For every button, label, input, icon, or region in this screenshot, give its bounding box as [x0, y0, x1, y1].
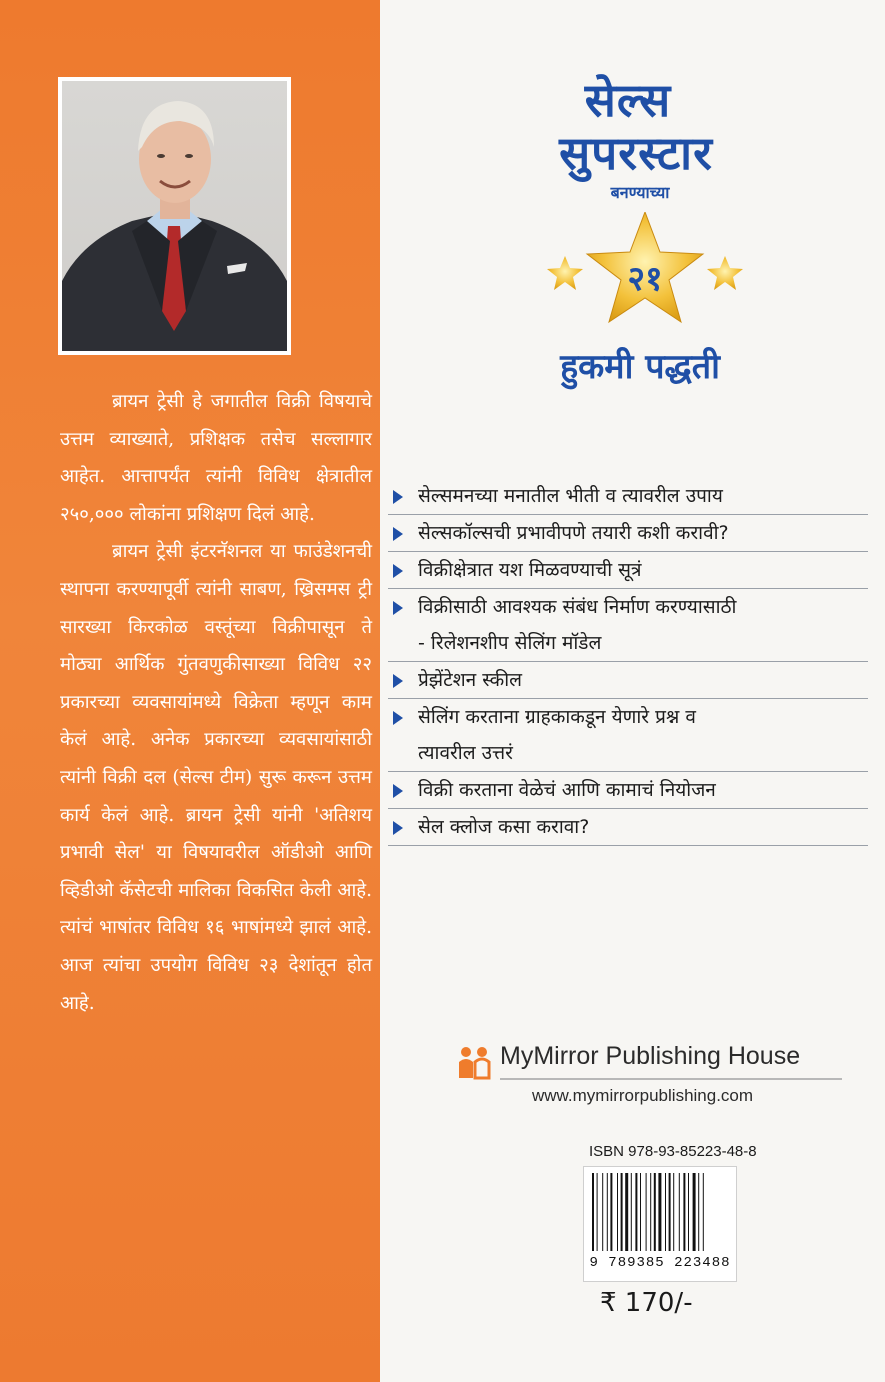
arrow-bullet-icon: [393, 674, 403, 688]
star-badge: [545, 212, 745, 330]
list-item: प्रेझेंटेशन स्कील: [388, 662, 868, 699]
arrow-bullet-icon: [393, 821, 403, 835]
barcode: [583, 1166, 737, 1282]
publisher-logo-icon: [456, 1044, 492, 1080]
list-item: विक्री करताना वेळेचं आणि कामाचं नियोजन: [388, 772, 868, 809]
author-photo-frame: [58, 77, 291, 355]
title-line-2: सुपरस्टार: [559, 126, 713, 180]
list-item: सेल्समनच्या मनातील भीती व त्यावरील उपाय: [388, 478, 868, 515]
title-small-text: बनण्याच्या: [610, 183, 670, 202]
star-number: २१: [627, 259, 663, 299]
bio-paragraph-1: ब्रायन ट्रेसी हे जगातील विक्री विषयाचे उत्तम व्याख्याते, प्रशिक्षक तसेच सल्लागार आहेत. आत्तापर्यंत त्यांनी विविध क्षेत्रातील २५०,००० लोकांना प्रशिक्षण दिलं आहे.: [60, 391, 372, 525]
author-photo: [62, 81, 287, 351]
publisher-name: MyMirror Publishing House: [500, 1042, 801, 1070]
list-item: सेल्सकॉल्सची प्रभावीपणे तयारी कशी करावी?: [388, 515, 868, 552]
bio-paragraph-2: ब्रायन ट्रेसी इंटरनॅशनल या फाउंडेशनची स्थापना करण्यापूर्वी त्यांनी साबण, ख्रिसमस ट्री सारख्या किरकोळ वस्तूंच्या विक्रीपासून ते मोठ्या आर्थिक गुंतवणुकीसाख्या विविध २२ प्रकारच्या व्यवसायांमध्ये विक्रेता म्हणून काम केलं आहे. अनेक प्रकारच्या व्यवसायांसाठी त्यांनी विक्री दल (सेल्स टीम) सुरू करून उत्तम कार्य केलं आहे. ब्रायन ट्रेसी यांनी 'अतिशय प्रभावी सेल' या विषयावरील ऑडीओ आणि व्हिडीओ कॅसेटची मालिका विकसित केली आहे. त्यांचं भाषांतर विविध १६ भाषांमध्ये झालं आहे. आज त्यांचा उपयोग विविध २३ देशांतून होत आहे.: [60, 541, 372, 1014]
arrow-bullet-icon: [393, 564, 403, 578]
publisher-website: www.mymirrorpublishing.com: [532, 1086, 754, 1105]
publisher-block: [456, 1040, 856, 1120]
arrow-bullet-icon: [393, 601, 403, 615]
title-line-3: हुकमी पद्धती: [560, 347, 720, 387]
isbn-text: ISBN 978-93-85223-48-8: [589, 1143, 757, 1160]
arrow-bullet-icon: [393, 527, 403, 541]
arrow-bullet-icon: [393, 490, 403, 504]
contents-list: [388, 478, 868, 846]
title-line-1: सेल्स: [584, 73, 672, 127]
list-item: विक्रीक्षेत्रात यश मिळवण्याची सूत्रं: [388, 552, 868, 589]
price: ₹ 170/-: [600, 1288, 693, 1318]
publisher-divider: [500, 1078, 842, 1080]
list-item: सेलिंग करताना ग्राहकाकडून येणारे प्रश्न व त्यावरील उत्तरं: [388, 699, 868, 772]
author-bio: [60, 383, 372, 1022]
arrow-bullet-icon: [393, 711, 403, 725]
list-item: सेल क्लोज कसा करावा?: [388, 809, 868, 846]
list-item: विक्रीसाठी आवश्यक संबंध निर्माण करण्यासाठी - रिलेशनशीप सेलिंग मॉडेल: [388, 589, 868, 662]
arrow-bullet-icon: [393, 784, 403, 798]
left-panel: [0, 0, 380, 1382]
barcode-digits: 9 789385 223488: [589, 1255, 731, 1271]
